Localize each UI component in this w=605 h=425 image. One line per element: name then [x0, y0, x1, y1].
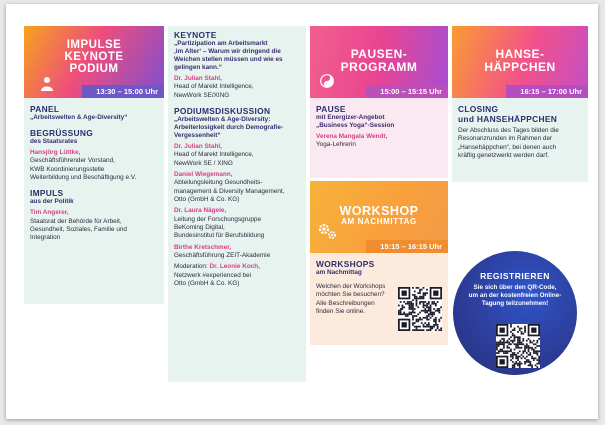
- impulse-subtitle: aus der Politik: [30, 198, 74, 206]
- banner-title-line: IMPULSE: [66, 39, 122, 51]
- speaker-role: NewWork SE/XING: [174, 91, 230, 99]
- workshops-text: Welchen der Workshops: [316, 283, 386, 290]
- speaker-role: NewWork SE / XING: [174, 159, 233, 167]
- banner-title-line: PAUSEN-: [350, 47, 408, 61]
- qr-code-pattern: [496, 324, 540, 368]
- closing-title: CLOSING: [458, 104, 499, 114]
- closing-text: Resonanzrunden im Rahmen der: [458, 135, 553, 143]
- banner-title-line: PROGRAMM: [340, 59, 418, 74]
- workshops-subtitle: am Nachmittag: [316, 269, 362, 276]
- closing-panel: [452, 98, 588, 182]
- qr-code-pattern: [398, 287, 442, 331]
- banner-time: 16:15 – 17:00 Uhr: [506, 85, 588, 98]
- speaker-role: Gesundheit, Soziales, Familie und: [30, 225, 127, 233]
- speaker-name: Verena Mangala Wendt,: [316, 133, 388, 140]
- column-2-content: [168, 26, 306, 382]
- banner-title-line: HÄPPCHEN: [484, 59, 556, 74]
- discussion-subtitle: Arbeiterlosigkeit durch Demografie-: [174, 123, 284, 131]
- pause-subtitle: „Business Yoga“-Session: [316, 122, 395, 129]
- register-title: REGISTRIEREN: [480, 271, 550, 281]
- panel-title: PANEL: [30, 104, 60, 114]
- workshops-text: finden Sie online.: [316, 307, 366, 315]
- moderation-line: [174, 263, 300, 271]
- speaker-role: Leitung der Forschungsgruppe: [174, 215, 262, 223]
- register-badge: [453, 251, 577, 375]
- column-1-content: [24, 98, 164, 304]
- speaker-name: Dr. Julian Stahl,: [174, 142, 222, 150]
- workshop-banner-subtitle: AM NACHMITTAG: [341, 217, 417, 227]
- speaker-role: Integration: [30, 234, 61, 242]
- speaker-name: Dr. Laura Nägele,: [174, 207, 227, 215]
- speaker-icon: [40, 76, 54, 92]
- keynote-title: KEYNOTE: [174, 30, 217, 40]
- banner-title-line: HANSE-: [495, 47, 545, 61]
- impulse-keynote-podium-banner: [24, 26, 164, 98]
- workshops-text: möchten Sie besuchen?: [316, 291, 385, 299]
- discussion-title: PODIUMSDISKUSSION: [174, 105, 271, 116]
- workshops-panel: [310, 253, 448, 345]
- discussion-subtitle: „Arbeitswelten & Age-Diversity:: [174, 115, 271, 123]
- speaker-role: management & Diversity Management,: [174, 187, 285, 195]
- yin-yang-icon: [320, 74, 334, 88]
- moderator-name: Dr. Leonie Koch,: [209, 263, 260, 271]
- banner-title-line: PODIUM: [69, 63, 119, 76]
- closing-title: und HANSEHÄPPCHEN: [458, 114, 558, 124]
- discussion-subtitle: Vergessenheit“: [174, 131, 221, 139]
- speaker-role: Geschäftsführender Vorstand,: [30, 157, 115, 165]
- banner-time: 15:15 – 16:15 Uhr: [366, 240, 448, 253]
- hansehaeppchen-banner: [452, 26, 588, 98]
- keynote-subtitle: Weichen stellen müssen und wie es: [174, 56, 283, 63]
- banner-time: 15:00 – 15:15 Uhr: [366, 85, 448, 98]
- speaker-role: Otto (GmbH & Co. KG): [174, 279, 240, 287]
- impulse-title: IMPULS: [30, 188, 64, 199]
- register-qr-code[interactable]: [496, 324, 540, 368]
- workshops-text: Alle Beschreibungen: [316, 299, 375, 307]
- closing-text: „Hansehäppchen“, bei denen auch: [458, 143, 557, 151]
- workshops-title: WORKSHOPS: [316, 259, 375, 269]
- moderation-label: Moderation:: [174, 263, 210, 271]
- speaker-role: Netzwerk #experienced bei: [174, 271, 252, 279]
- banner-time: 13:30 – 15:00 Uhr: [82, 85, 164, 98]
- pause-subtitle: mit Energizer-Angebot: [316, 114, 385, 121]
- speaker-role: BeKoming Digital,: [174, 223, 225, 231]
- speaker-role: Head of Marekt Intelligence,: [174, 151, 254, 159]
- speaker-name: Birthe Kretschmer,: [174, 243, 232, 251]
- speaker-name: Tim Angerer,: [30, 209, 69, 217]
- pause-title: PAUSE: [316, 104, 346, 114]
- register-text: um an der kostenfreien Online-: [468, 292, 562, 300]
- workshops-qr-code[interactable]: [398, 287, 442, 331]
- speaker-role: Abteilungsleitung Gesundheits-: [174, 179, 263, 187]
- register-text: Sie sich über den QR-Code,: [473, 284, 557, 291]
- keynote-subtitle: ‚im Alter‘ – Warum wir dringend die: [174, 48, 281, 55]
- workshop-banner: [310, 181, 448, 253]
- keynote-subtitle: gelingen kann.“: [174, 64, 222, 71]
- closing-text: kräftig genetzwerkt werden darf.: [458, 151, 549, 159]
- speaker-role: Bundesinstitut für Berufsbildung: [174, 232, 265, 240]
- pause-panel: [310, 98, 448, 178]
- panel-subtitle: „Arbeitswelten & Age-Diversity“: [30, 114, 128, 121]
- keynote-subtitle: „Partizipation am Arbeitsmarkt: [174, 40, 268, 47]
- speaker-name: Dr. Julian Stahl,: [174, 75, 222, 82]
- speaker-role: Geschäftsführung ZEIT-Akademie: [174, 251, 271, 259]
- closing-text: Der Abschluss des Tages bilden die: [458, 127, 559, 134]
- pausen-programm-banner: [310, 26, 448, 98]
- speaker-role: Yoga-Lehrerin: [316, 141, 356, 149]
- speaker-name: Daniel Wiegemann,: [174, 170, 233, 178]
- register-text: Tagung teilzunehmen!: [481, 300, 549, 308]
- workshop-banner-title: WORKSHOP: [339, 204, 419, 218]
- speaker-role: Otto (GmbH & Co. KG): [174, 195, 240, 203]
- banner-title-line: KEYNOTE: [64, 51, 124, 64]
- speaker-role: Head of Marekt Intelligence,: [174, 83, 254, 91]
- speaker-role: KWB Koordinierungsstelle: [30, 165, 105, 173]
- greeting-title: BEGRÜSSUNG: [30, 128, 94, 138]
- greeting-subtitle: des Staatsrates: [30, 138, 78, 145]
- program-flyer-page: [6, 4, 598, 419]
- speaker-name: Hansjörg Lüttke,: [30, 149, 81, 156]
- speaker-role: Weiterbildung und Beschäftigung e.V.: [30, 173, 137, 181]
- speaker-role: Staatsrat der Behörde für Arbeit,: [30, 217, 122, 225]
